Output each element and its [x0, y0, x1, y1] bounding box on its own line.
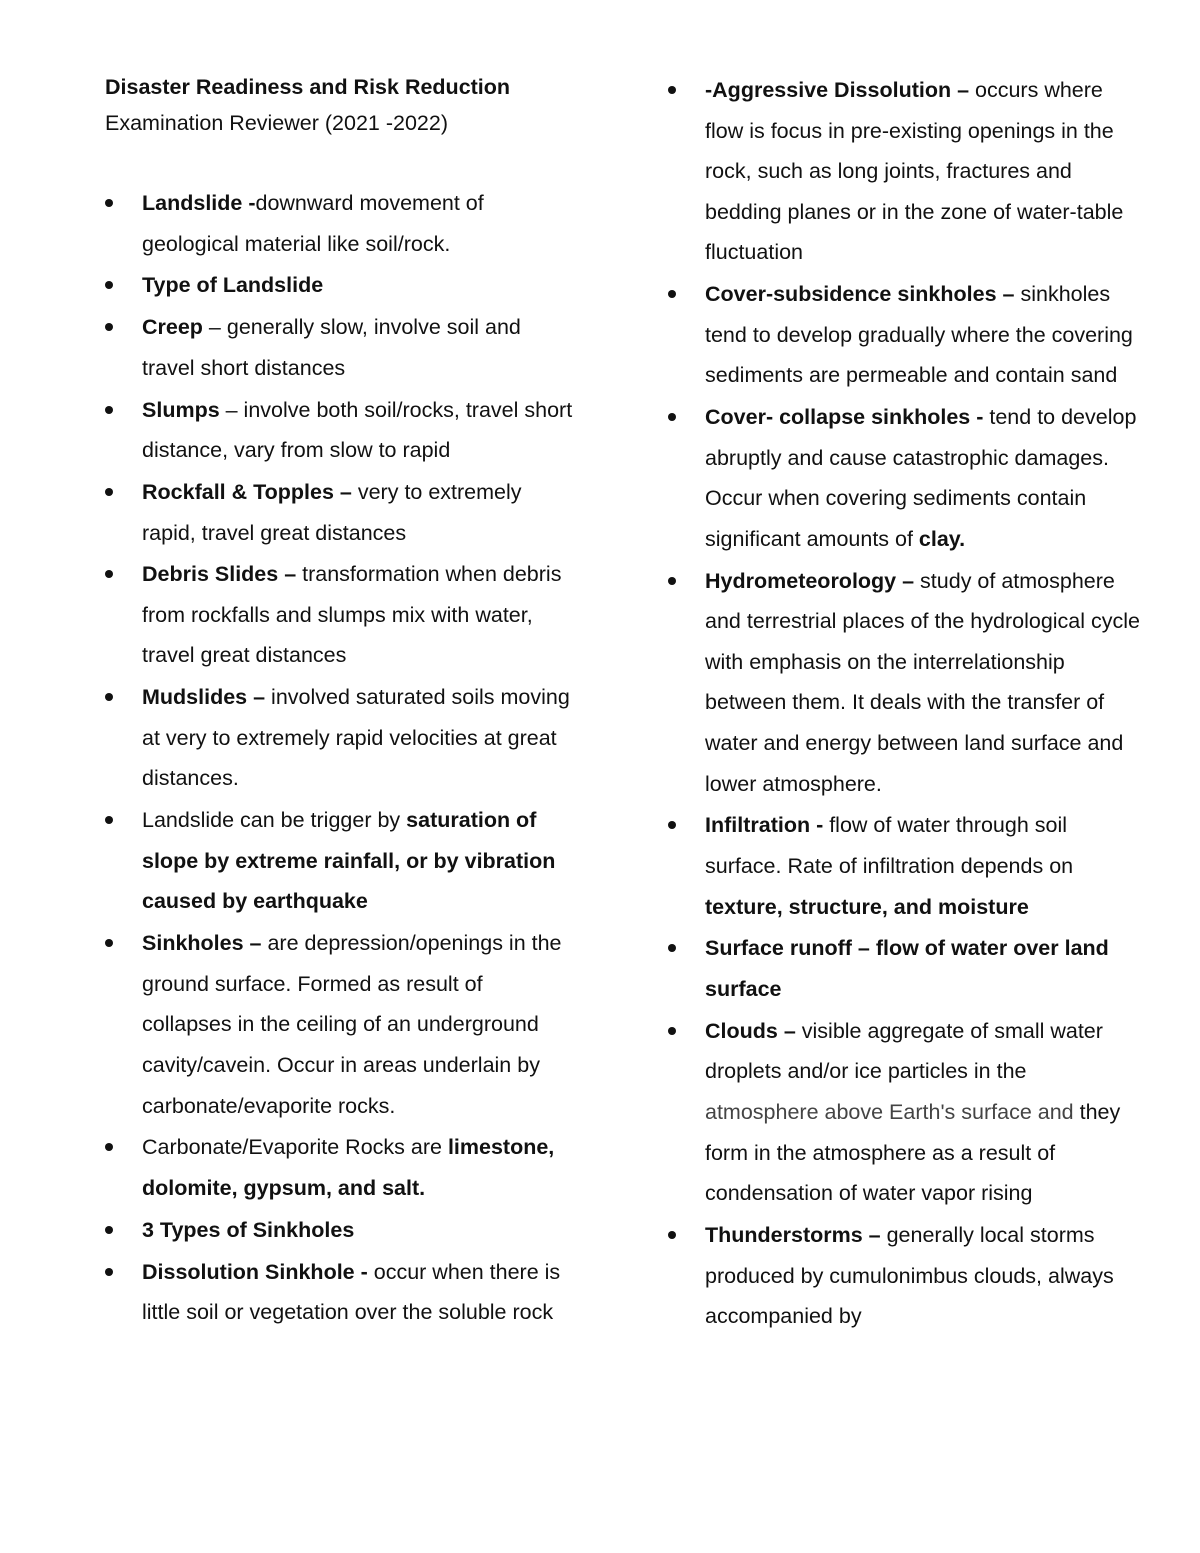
- list-item: [105, 390, 575, 471]
- bullet-icon: [668, 1027, 676, 1035]
- bullet-icon: [668, 944, 676, 952]
- list-item: [105, 1127, 575, 1208]
- item-term: Type of Landslide: [142, 273, 324, 298]
- list-item: [105, 923, 575, 1126]
- item-text: they form in the atmosphere as a result of condensation of water vapor rising: [705, 1099, 1121, 1206]
- item-term: Rockfall & Topples –: [142, 479, 352, 504]
- list-item: [105, 677, 575, 799]
- bullet-icon: [668, 821, 676, 829]
- item-term: clay.: [918, 526, 966, 551]
- bullet-icon: [105, 570, 113, 578]
- item-term: Landslide -: [142, 191, 256, 215]
- list-item: [668, 274, 1143, 396]
- item-term: Thunderstorms –: [705, 1222, 881, 1247]
- list-item: [105, 800, 575, 922]
- item-term: limestone, dolomite, gypsum, and salt.: [142, 1135, 555, 1200]
- bullet-icon: [668, 86, 676, 94]
- item-term: Debris Slides –: [142, 562, 297, 587]
- item-text: atmosphere above Earth's surface and: [705, 1099, 1074, 1124]
- item-text: downward movement of geological material like soil/rock.: [142, 191, 484, 256]
- list-item: [105, 472, 575, 553]
- item-term: Infiltration -: [705, 813, 824, 838]
- item-text: are depression/openings in the ground surface. Formed as result of collapses in the ceiling of an underground cavity/cavein. Occur in areas underlain by carbonate/evaporite rocks.: [142, 931, 562, 1118]
- item-term: Creep: [142, 315, 203, 340]
- right-bullet-list: [668, 70, 1143, 1337]
- list-item: [668, 70, 1143, 273]
- list-item: [105, 183, 575, 264]
- item-term: Sinkholes –: [142, 931, 262, 956]
- item-text: occur when there is little soil or vegetation over the soluble rock: [142, 1259, 561, 1325]
- item-term: texture, structure, and moisture: [705, 894, 1029, 919]
- bullet-icon: [105, 406, 113, 414]
- item-text: involved saturated soils moving at very to extremely rapid velocities at great distances.: [142, 685, 570, 791]
- list-item: [668, 805, 1143, 927]
- bullet-icon: [105, 1268, 113, 1276]
- bullet-icon: [105, 281, 113, 289]
- list-item: [668, 928, 1143, 1009]
- bullet-icon: [105, 693, 113, 701]
- item-term: 3 Types of Sinkholes: [142, 1217, 355, 1242]
- bullet-icon: [105, 1143, 113, 1151]
- item-term: Hydrometeorology –: [705, 568, 915, 593]
- bullet-icon: [668, 290, 676, 298]
- item-term: Cover-subsidence sinkholes –: [705, 282, 1015, 307]
- item-text: Carbonate/Evaporite Rocks are: [142, 1135, 448, 1160]
- bullet-icon: [105, 323, 113, 331]
- document-title: Disaster Readiness and Risk Reduction: [105, 75, 511, 99]
- bullet-icon: [105, 199, 113, 207]
- item-term: Cover- collapse sinkholes -: [705, 405, 984, 430]
- list-item: [105, 307, 575, 388]
- left-bullet-list: [105, 183, 575, 1333]
- item-text: – involve both soil/rocks, travel short distance, vary from slow to rapid: [142, 397, 573, 463]
- left-column: [105, 70, 575, 1334]
- document-subtitle: Examination Reviewer (2021 -2022): [105, 111, 448, 135]
- bullet-icon: [668, 577, 676, 585]
- bullet-icon: [105, 1226, 113, 1234]
- item-text: very to extremely rapid, travel great distances: [142, 479, 522, 545]
- item-term: Dissolution Sinkhole -: [142, 1259, 368, 1284]
- item-text: transformation when debris from rockfalls and slumps mix with water, travel great distances: [142, 562, 562, 668]
- bullet-icon: [668, 413, 676, 421]
- item-text: Landslide can be trigger by: [142, 808, 407, 833]
- list-item: [668, 1011, 1143, 1214]
- item-text: flow of water through soil surface. Rate of infiltration depends on: [705, 813, 1074, 879]
- item-text: – generally slow, involve soil and travel short distances: [142, 315, 521, 380]
- item-term: -Aggressive Dissolution –: [705, 78, 970, 102]
- item-text: visible aggregate of small water droplets and/or ice particles in the: [705, 1018, 1103, 1084]
- right-column: [668, 70, 1143, 1338]
- item-text: occurs where flow is focus in pre-existing openings in the rock, such as long joints, fractures and bedding planes or in the zone of water-table fluctuation: [705, 78, 1124, 265]
- item-term: Surface runoff – flow of water over land surface: [705, 936, 1109, 1001]
- bullet-icon: [668, 1231, 676, 1239]
- list-item: [668, 561, 1143, 805]
- list-item: [105, 265, 575, 306]
- item-term: saturation of slope by extreme rainfall, or by vibration caused by earthquake: [142, 808, 556, 914]
- bullet-icon: [105, 488, 113, 496]
- item-text: sinkholes tend to develop gradually where the covering sediments are permeable and contain sand: [705, 282, 1133, 388]
- item-term: Mudslides –: [142, 685, 266, 710]
- bullet-icon: [105, 939, 113, 947]
- list-item: [668, 1215, 1143, 1337]
- item-term: Slumps: [142, 397, 220, 422]
- list-item: [668, 397, 1143, 559]
- bullet-icon: [105, 816, 113, 824]
- item-term: Clouds –: [705, 1018, 796, 1043]
- list-item: [105, 554, 575, 676]
- list-item: [105, 1252, 575, 1333]
- list-item: [105, 1210, 575, 1251]
- item-text: tend to develop abruptly and cause catastrophic damages. Occur when covering sediments contain significant amounts of: [705, 405, 1137, 551]
- item-text: study of atmosphere and terrestrial places of the hydrological cycle with emphasis on the interrelationship between them. It deals with the transfer of water and energy between land surface and lower atmosphere.: [705, 568, 1140, 796]
- item-text: generally local storms produced by cumulonimbus clouds, always accompanied by: [705, 1222, 1114, 1329]
